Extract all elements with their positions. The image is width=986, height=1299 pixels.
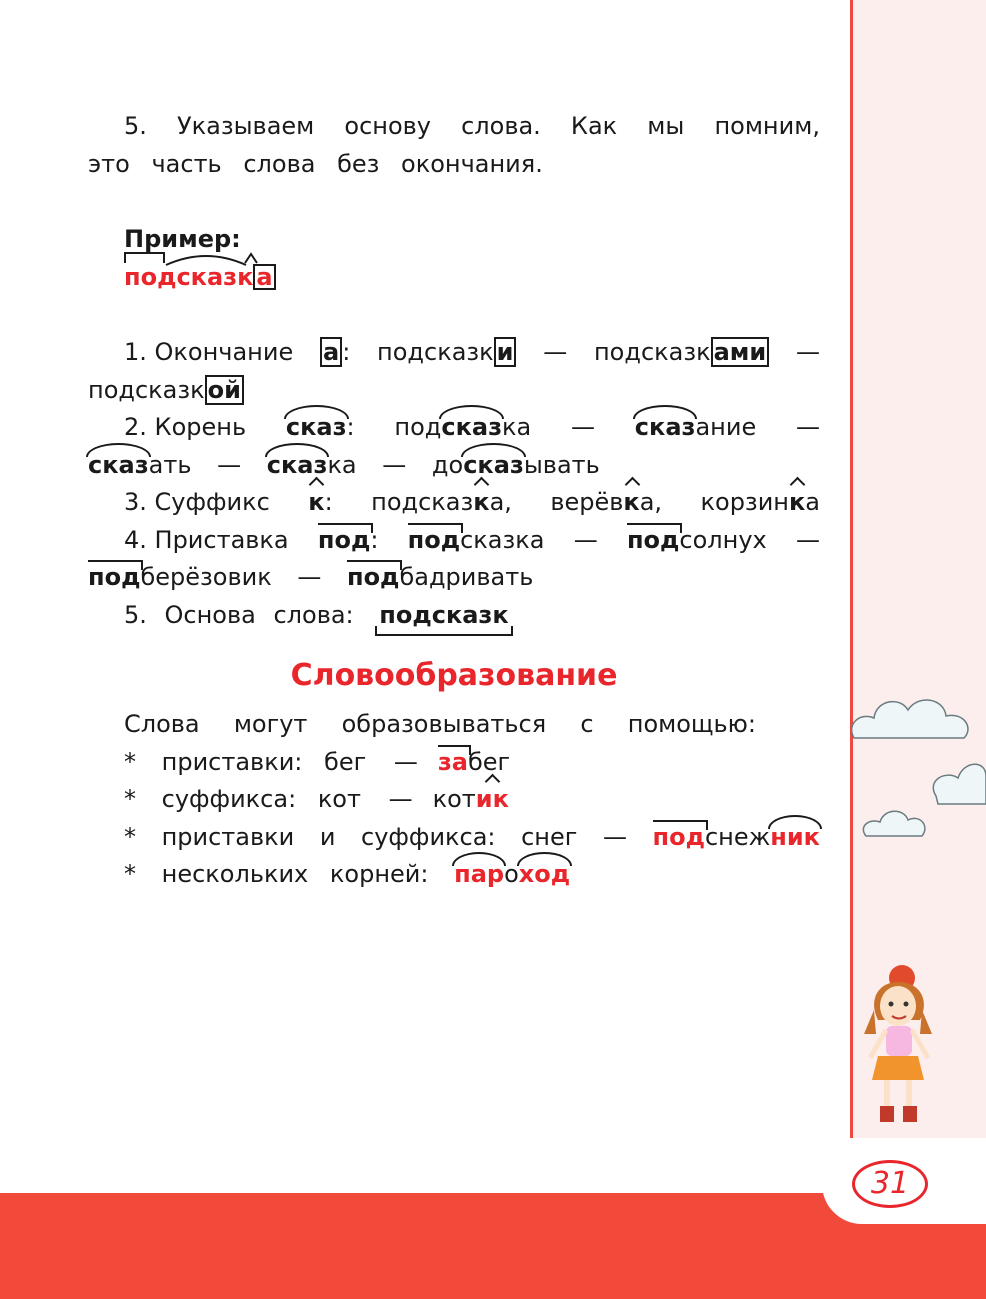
suffix-caret: к <box>473 488 490 516</box>
word: и <box>319 822 336 851</box>
prefix-mark: под <box>626 525 680 554</box>
suffix-caret: к <box>788 488 806 516</box>
word-part: берёзовик <box>140 563 272 591</box>
root-example <box>286 409 355 447</box>
dash: — <box>571 413 596 441</box>
bullet: * <box>124 822 136 851</box>
colon: : <box>370 525 379 554</box>
word: мы <box>647 112 685 140</box>
word: суффикса: <box>161 785 297 813</box>
word: Слова <box>124 710 200 738</box>
example-ending: а <box>253 264 275 290</box>
prefix-mark: за <box>437 747 468 776</box>
suffix-arc: ник <box>770 822 820 851</box>
root-arc: ход <box>518 860 571 888</box>
stem-line <box>88 597 820 635</box>
root-line-1 <box>88 409 820 447</box>
dash: — <box>393 747 418 776</box>
step-5-line-1 <box>88 108 820 146</box>
colon: : <box>346 413 355 441</box>
example-stem: подсказк <box>124 262 254 291</box>
suffix-caret: ик <box>475 785 509 813</box>
word: приставки: <box>161 747 303 776</box>
ending-example <box>320 334 350 372</box>
root-arc: пар <box>454 860 505 888</box>
dash: — <box>796 413 820 441</box>
word-part: снеж <box>704 822 771 851</box>
word: слова. <box>461 112 541 140</box>
word: образовываться <box>341 710 547 738</box>
girl-illustration <box>858 960 938 1130</box>
word: бег <box>324 747 367 776</box>
bullet: * <box>124 747 136 776</box>
word: 5. <box>124 112 147 140</box>
example-word <box>88 259 820 297</box>
word <box>377 334 516 372</box>
list-number: 5. Основа слова: <box>124 600 354 629</box>
dash: — <box>795 525 820 554</box>
ending-line-2 <box>88 372 820 410</box>
word <box>550 484 662 522</box>
list-number: 1. Окончание <box>124 338 294 366</box>
word: с <box>580 710 594 738</box>
word-stem: подсказк <box>88 375 205 404</box>
root-arc: сказ <box>266 450 328 479</box>
word: это <box>88 149 130 178</box>
dash: — <box>573 525 598 554</box>
word-part: подсказ <box>371 488 474 516</box>
dash: — <box>796 338 820 366</box>
word: Указываем <box>177 112 315 140</box>
root-arc: сказ <box>441 413 503 441</box>
suffix-example <box>308 484 332 522</box>
word-part: кот <box>432 785 476 813</box>
word-part: ывать <box>523 450 600 479</box>
word <box>701 484 820 522</box>
dash: — <box>382 450 407 479</box>
word: часть <box>151 149 222 178</box>
prefix-line-2 <box>88 559 820 597</box>
suffix-line <box>88 484 820 522</box>
list-number: 4. Приставка <box>124 525 289 554</box>
word-part: о <box>504 860 519 888</box>
word: снег <box>521 822 578 851</box>
root-arc: сказ <box>88 450 149 479</box>
word-part: а <box>805 488 820 516</box>
formation-item-roots <box>88 856 820 894</box>
word-part: а, <box>639 488 663 516</box>
morpheme-marks <box>124 251 280 267</box>
formation-item-suffix <box>88 781 820 819</box>
word-stem: подсказк <box>377 338 494 366</box>
list-number: 3. Суффикс <box>124 488 270 516</box>
word-part: ать <box>148 450 192 479</box>
ending-box: и <box>494 337 517 367</box>
word-part: бадривать <box>399 563 534 591</box>
cloud-illustration <box>846 676 986 876</box>
dash: — <box>602 822 627 851</box>
word: слова <box>243 149 316 178</box>
root-line-2 <box>88 447 820 485</box>
word-part: ка <box>502 413 532 441</box>
page-number: 31 <box>852 1160 928 1208</box>
word <box>394 409 531 447</box>
word-part: солнух <box>679 525 767 554</box>
word: приставки <box>161 822 295 851</box>
dash: — <box>297 563 322 591</box>
prefix-example <box>318 522 379 560</box>
suffix-caret: к <box>308 488 325 516</box>
word <box>627 522 767 560</box>
stem-bracket: подсказк <box>379 600 509 629</box>
word-part: верёв <box>550 488 624 516</box>
word-stem: подсказк <box>593 338 711 366</box>
example-label: Пример: <box>124 225 241 253</box>
word-part: а, <box>489 488 512 516</box>
word <box>371 484 512 522</box>
bullet: * <box>124 785 136 813</box>
dash: — <box>543 338 568 366</box>
ending-box: ами <box>711 337 770 367</box>
word: помощью: <box>627 710 756 738</box>
word: помним, <box>714 112 820 140</box>
root-arc: сказ <box>634 413 696 441</box>
ending-line-1 <box>88 334 820 372</box>
word <box>653 819 820 857</box>
word-part: сказка <box>460 525 545 554</box>
prefix-mark: под <box>652 822 705 851</box>
word-part: под <box>394 413 442 441</box>
word-part: бег <box>467 747 511 776</box>
word <box>594 334 769 372</box>
ending-box: ой <box>205 375 244 405</box>
prefix-mark: под <box>407 525 461 554</box>
word: Как <box>570 112 618 140</box>
dash: — <box>217 450 242 479</box>
root-arc: сказ <box>285 413 347 441</box>
word <box>408 522 545 560</box>
word: могут <box>233 710 308 738</box>
word: основу <box>344 112 431 140</box>
prefix-mark: под <box>346 563 400 591</box>
prefix-mark: под <box>317 525 371 554</box>
word-part: ка <box>327 450 357 479</box>
formation-intro <box>88 706 820 744</box>
word-part: корзин <box>700 488 789 516</box>
prefix-line-1 <box>88 522 820 560</box>
word-part: до <box>431 450 464 479</box>
example-word-parsed <box>124 263 276 291</box>
page-content <box>88 108 820 894</box>
word: окончания. <box>401 149 543 178</box>
list-number: 2. Корень <box>124 413 247 441</box>
word: корней: <box>329 860 429 888</box>
word: нескольких <box>161 860 309 888</box>
dash: — <box>388 785 413 813</box>
word <box>635 409 756 447</box>
word-part: ание <box>695 413 757 441</box>
colon: : <box>342 338 351 366</box>
bullet: * <box>124 860 136 888</box>
section-heading: Словообразование <box>290 658 618 693</box>
word: без <box>337 149 380 178</box>
word: суффикса: <box>361 822 496 851</box>
suffix-caret: к <box>623 488 640 516</box>
root-arc: сказ <box>463 450 524 479</box>
prefix-mark: под <box>88 563 141 591</box>
ending-box: а <box>320 337 342 367</box>
colon: : <box>324 488 333 516</box>
word: кот <box>317 785 361 813</box>
formation-item-prefix <box>88 744 820 782</box>
formation-item-prefix-suffix <box>88 819 820 857</box>
step-5-line-2 <box>88 146 820 184</box>
